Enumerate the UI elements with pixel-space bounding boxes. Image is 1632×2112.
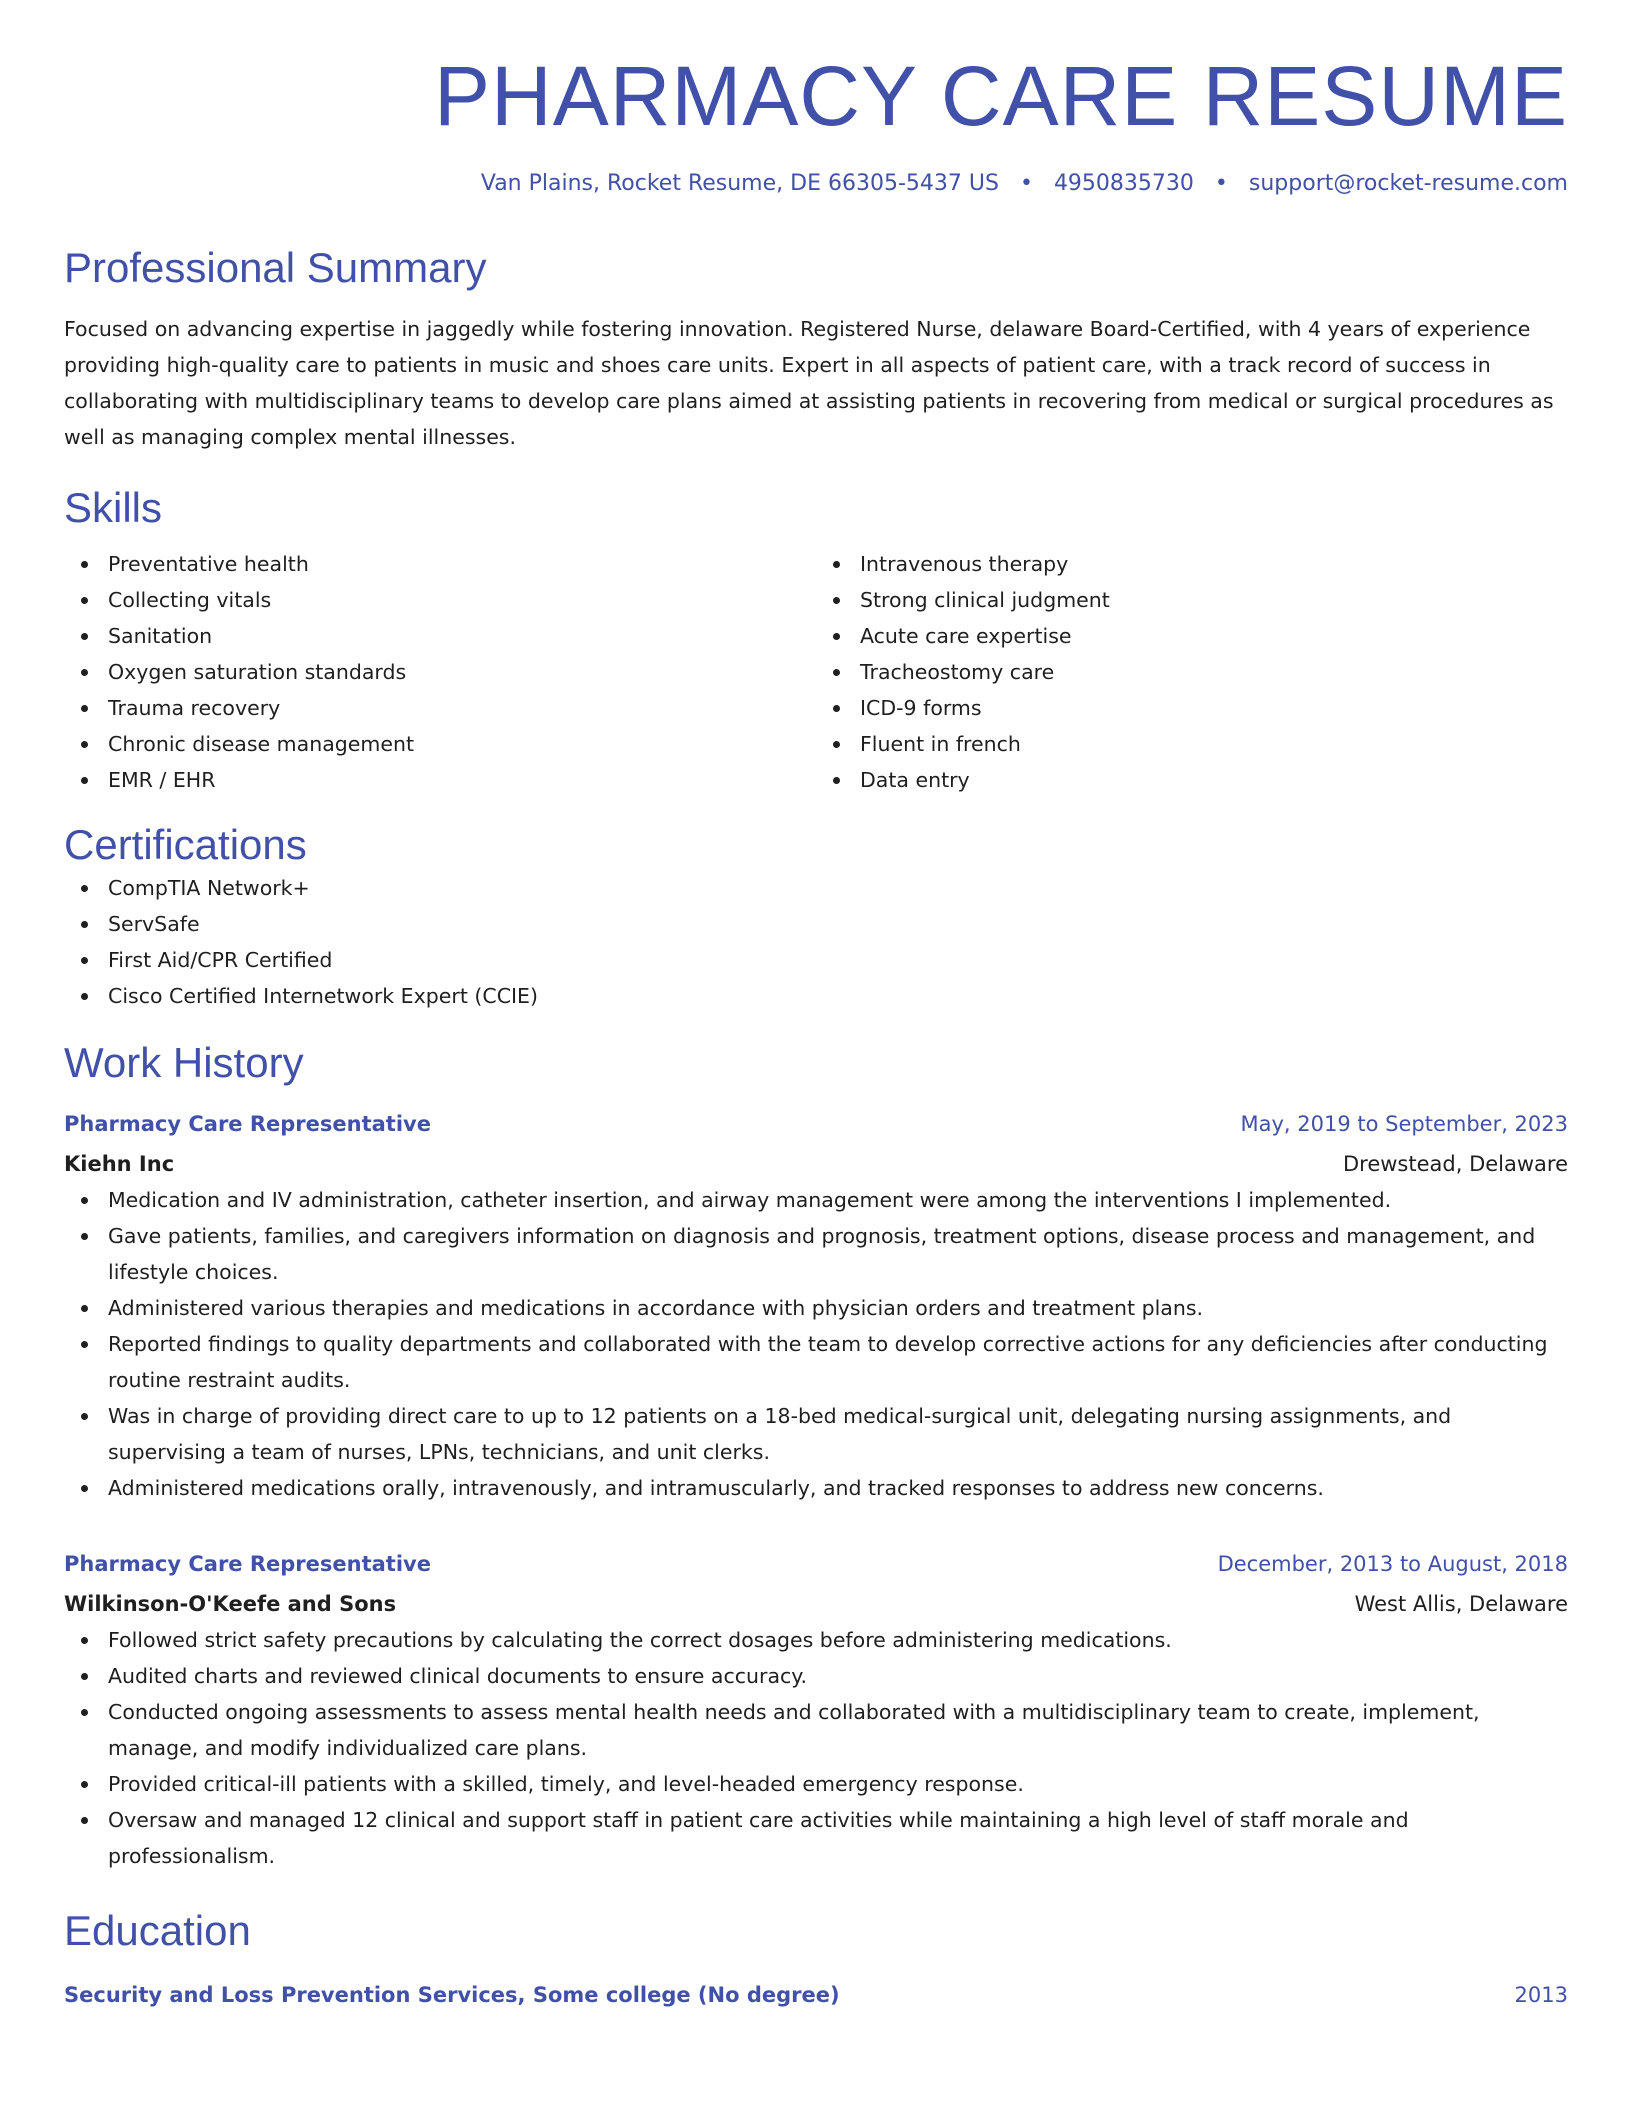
certifications-list bbox=[64, 870, 1568, 1014]
work-history-section bbox=[64, 1038, 1568, 1874]
job-duties-list bbox=[64, 1622, 1568, 1874]
job-duty-item: Administered medications orally, intravenously, and intramuscularly, and tracked responses to address new concerns. bbox=[108, 1470, 1568, 1506]
summary-text: Focused on advancing expertise in jaggedly while fostering innovation. Registered Nurse, delaware Board-Certified, with 4 years of experience providing high-quality care to patients in music and shoes care units. Expert in all aspects of patient care, with a track record of success in collaborating with multidisciplinary teams to develop care plans aimed at assisting patients in recovering from medical or surgical procedures as well as managing complex mental illnesses. bbox=[64, 317, 1554, 450]
job-duty-item: Followed strict safety precautions by calculating the correct dosages before administering medications. bbox=[108, 1622, 1568, 1658]
job-duty-item: Conducted ongoing assessments to assess mental health needs and collaborated with a multidisciplinary team to create, implement, manage, and modify individualized care plans. bbox=[108, 1694, 1568, 1766]
certification-item: ServSafe bbox=[108, 906, 1568, 942]
certifications-title: Certifications bbox=[64, 820, 307, 868]
job-duty-item: Gave patients, families, and caregivers information on diagnosis and prognosis, treatment options, disease process and management, and lifestyle choices. bbox=[108, 1218, 1568, 1290]
job-title: Pharmacy Care Representative bbox=[64, 1552, 431, 1577]
education-degree: Security and Loss Prevention Services, Some college (No degree) bbox=[64, 1982, 840, 2007]
education-section bbox=[64, 1906, 1568, 2012]
skills-grid bbox=[64, 546, 1568, 798]
certification-item: CompTIA Network+ bbox=[108, 870, 1568, 906]
contact-separator: • bbox=[1019, 171, 1033, 197]
skill-item: EMR / EHR bbox=[108, 762, 816, 798]
skill-item: Sanitation bbox=[108, 618, 816, 654]
summary-section bbox=[64, 243, 1568, 455]
skill-item: Chronic disease management bbox=[108, 726, 816, 762]
job-duty-item: Was in charge of providing direct care to up to 12 patients on a 18-bed medical-surgical unit, delegating nursing assignments, and supervising a team of nurses, LPNs, technicians, and unit clerks. bbox=[108, 1398, 1568, 1470]
skill-item: Fluent in french bbox=[860, 726, 1568, 762]
skill-item: ICD-9 forms bbox=[860, 690, 1568, 726]
skill-item: Oxygen saturation standards bbox=[108, 654, 816, 690]
job-duties-list bbox=[64, 1182, 1568, 1506]
job-location: Drewstead, Delaware bbox=[1342, 1152, 1568, 1177]
contact-line bbox=[64, 170, 1568, 199]
job-dates: December, 2013 to August, 2018 bbox=[1217, 1552, 1568, 1577]
skills-section bbox=[64, 483, 1568, 797]
certification-item: Cisco Certified Internetwork Expert (CCIE) bbox=[108, 978, 1568, 1014]
skill-item: Strong clinical judgment bbox=[860, 582, 1568, 618]
job-duty-item: Audited charts and reviewed clinical documents to ensure accuracy. bbox=[108, 1658, 1568, 1694]
job-entry bbox=[64, 1546, 1568, 1874]
contact-address: Van Plains, Rocket Resume, DE 66305-5437 US bbox=[480, 171, 999, 197]
skills-column-left bbox=[64, 546, 816, 798]
work-history-title: Work History bbox=[64, 1038, 304, 1086]
job-company: Kiehn Inc bbox=[64, 1152, 175, 1177]
job-entry bbox=[64, 1106, 1568, 1506]
skills-title: Skills bbox=[64, 484, 163, 532]
skills-column-right bbox=[816, 546, 1568, 798]
certification-item: First Aid/CPR Certified bbox=[108, 942, 1568, 978]
job-duty-item: Oversaw and managed 12 clinical and support staff in patient care activities while maintaining a high level of staff morale and professionalism. bbox=[108, 1802, 1568, 1874]
job-header-row bbox=[64, 1106, 1568, 1142]
skill-item: Trauma recovery bbox=[108, 690, 816, 726]
job-duty-item: Reported findings to quality departments and collaborated with the team to develop corrective actions for any deficiencies after conducting routine restraint audits. bbox=[108, 1326, 1568, 1398]
job-company-row bbox=[64, 1142, 1568, 1182]
contact-separator: • bbox=[1214, 171, 1228, 197]
job-duty-item: Provided critical-ill patients with a skilled, timely, and level-headed emergency response. bbox=[108, 1766, 1568, 1802]
job-company: Wilkinson-O'Keefe and Sons bbox=[64, 1592, 397, 1617]
job-duty-item: Medication and IV administration, catheter insertion, and airway management were among the interventions I implemented. bbox=[108, 1182, 1568, 1218]
education-row bbox=[64, 1977, 1568, 2013]
skill-item: Tracheostomy care bbox=[860, 654, 1568, 690]
contact-phone: 4950835730 bbox=[1053, 171, 1194, 197]
skill-item: Collecting vitals bbox=[108, 582, 816, 618]
education-title: Education bbox=[64, 1907, 251, 1955]
job-header-row bbox=[64, 1546, 1568, 1582]
skill-item: Intravenous therapy bbox=[860, 546, 1568, 582]
resume-name: PHARMACY CARE RESUME bbox=[434, 49, 1568, 143]
education-year: 2013 bbox=[1514, 1982, 1568, 2007]
skill-item: Data entry bbox=[860, 762, 1568, 798]
job-duty-item: Administered various therapies and medications in accordance with physician orders and treatment plans. bbox=[108, 1290, 1568, 1326]
job-company-row bbox=[64, 1582, 1568, 1622]
job-location: West Allis, Delaware bbox=[1354, 1592, 1568, 1617]
skill-item: Preventative health bbox=[108, 546, 816, 582]
certifications-section bbox=[64, 820, 1568, 1014]
contact-email: support@rocket-resume.com bbox=[1248, 171, 1568, 197]
resume-header bbox=[64, 0, 1568, 199]
summary-title: Professional Summary bbox=[64, 243, 487, 291]
skill-item: Acute care expertise bbox=[860, 618, 1568, 654]
job-dates: May, 2019 to September, 2023 bbox=[1240, 1112, 1568, 1137]
job-title: Pharmacy Care Representative bbox=[64, 1112, 431, 1137]
